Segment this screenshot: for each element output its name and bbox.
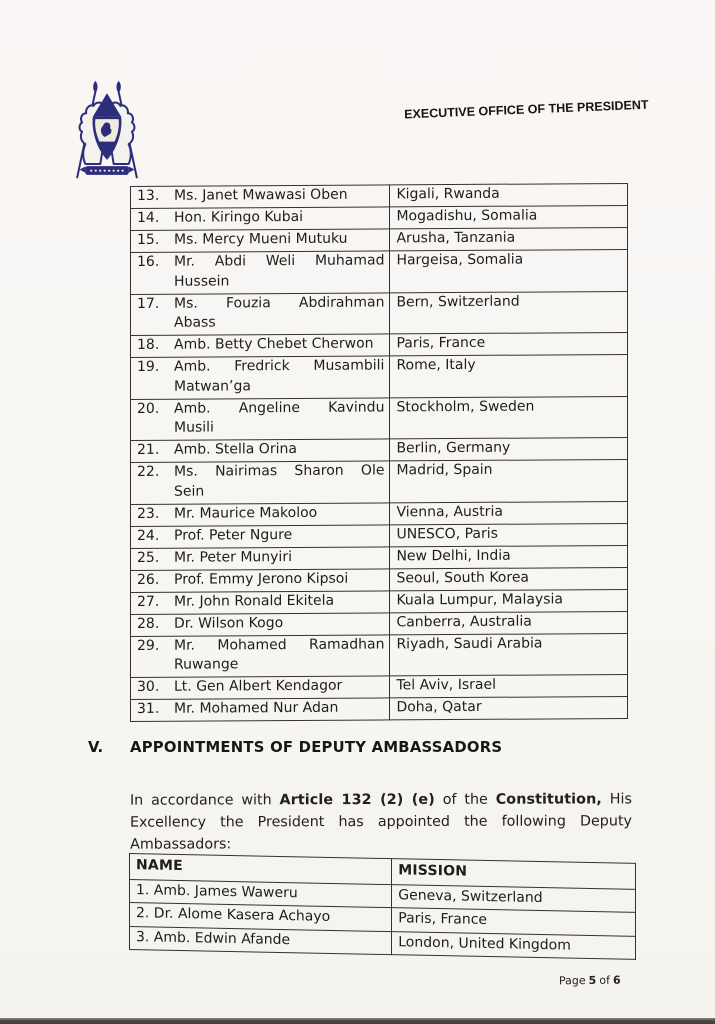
mission-cell: Rome, Italy bbox=[390, 354, 628, 397]
section-title: APPOINTMENTS OF DEPUTY AMBASSADORS bbox=[130, 739, 503, 756]
row-number: 17. bbox=[137, 295, 160, 312]
row-number: 28. bbox=[137, 615, 160, 632]
deputy-name: 3. Amb. Edwin Afande bbox=[130, 926, 392, 955]
row-number: 24. bbox=[137, 527, 160, 544]
table-row bbox=[131, 437, 628, 462]
row-number: 21. bbox=[137, 441, 160, 458]
mission-cell: Arusha, Tanzania bbox=[390, 227, 628, 250]
row-number: 23. bbox=[137, 505, 160, 522]
row-number: 29. bbox=[137, 637, 160, 654]
intro-bold-article: Article 132 (2) (e) bbox=[279, 792, 435, 809]
ambassador-name: Ms. Janet Mwawasi Oben bbox=[174, 186, 348, 204]
ambassador-name: Ms. Nairimas Sharon Ole Sein bbox=[174, 462, 385, 500]
ambassador-name: Lt. Gen Albert Kendagor bbox=[174, 677, 343, 695]
mission-cell: UNESCO, Paris bbox=[390, 523, 628, 546]
column-header-name: NAME bbox=[130, 854, 392, 885]
row-number: 22. bbox=[137, 463, 160, 480]
page-total: 6 bbox=[612, 973, 621, 987]
mission-cell: London, United Kingdom bbox=[392, 931, 636, 959]
page-number bbox=[559, 974, 624, 988]
mission-cell: Hargeisa, Somalia bbox=[390, 249, 628, 292]
row-number: 25. bbox=[137, 549, 160, 566]
ambassador-name: Ms. Mercy Mueni Mutuku bbox=[174, 230, 348, 248]
table-row bbox=[131, 396, 628, 441]
table-row bbox=[131, 459, 628, 504]
table-row bbox=[131, 611, 628, 636]
table-row bbox=[131, 674, 628, 699]
ambassador-name: Mr. Maurice Makoloo bbox=[174, 504, 318, 522]
mission-cell: New Delhi, India bbox=[390, 545, 628, 568]
table-row bbox=[131, 523, 628, 548]
row-number: 30. bbox=[137, 678, 160, 695]
ambassador-name: Amb. Betty Chebet Cherwon bbox=[174, 335, 374, 353]
mission-cell: Doha, Qatar bbox=[390, 696, 628, 719]
section-numeral: V. bbox=[88, 739, 104, 756]
mission-cell: Mogadishu, Somalia bbox=[390, 205, 628, 228]
ambassador-name: Amb. Angeline Kavindu Musili bbox=[174, 398, 385, 436]
mission-cell: Geneva, Switzerland bbox=[392, 884, 636, 912]
row-number: 19. bbox=[137, 358, 160, 375]
table-row bbox=[131, 696, 628, 721]
deputy-ambassadors-table bbox=[129, 853, 636, 960]
intro-text: His Excellency the President has appointed the following Deputy Ambassadors: bbox=[129, 791, 633, 853]
table-row bbox=[131, 183, 628, 208]
intro-text: of the bbox=[434, 791, 496, 809]
table-row bbox=[131, 354, 628, 399]
ambassadors-table bbox=[130, 183, 628, 722]
mission-cell: Tel Aviv, Israel bbox=[390, 674, 628, 697]
ambassador-name: Prof. Peter Ngure bbox=[174, 526, 293, 544]
ambassador-name: Mr. Mohamed Nur Adan bbox=[174, 699, 339, 717]
ambassador-name: Hon. Kiringo Kubai bbox=[174, 208, 304, 226]
intro-paragraph bbox=[130, 790, 632, 857]
column-header-mission: MISSION bbox=[392, 859, 636, 889]
deputy-name: 2. Dr. Alome Kasera Achayo bbox=[130, 903, 392, 932]
mission-cell: Paris, France bbox=[390, 332, 628, 355]
mission-cell: Madrid, Spain bbox=[390, 459, 628, 502]
mission-cell: Vienna, Austria bbox=[390, 501, 628, 524]
ambassador-name: Mr. John Ronald Ekitela bbox=[174, 592, 335, 610]
ambassador-name: Amb. Stella Orina bbox=[174, 440, 297, 458]
row-number: 27. bbox=[137, 593, 160, 610]
mission-cell: Berlin, Germany bbox=[390, 437, 628, 460]
table-row bbox=[131, 332, 628, 357]
mission-cell: Kigali, Rwanda bbox=[390, 183, 628, 206]
mission-cell: Kuala Lumpur, Malaysia bbox=[390, 589, 628, 612]
ambassador-name: Ms. Fouzia Abdirahman Abass bbox=[174, 293, 385, 331]
section-heading bbox=[88, 739, 502, 756]
table-row bbox=[131, 567, 628, 592]
table-row bbox=[131, 227, 628, 252]
ambassador-name: Dr. Wilson Kogo bbox=[174, 614, 284, 632]
of-word: of bbox=[599, 973, 610, 987]
ambassador-name: Mr. Mohamed Ramadhan Ruwange bbox=[174, 635, 385, 673]
row-number: 20. bbox=[137, 400, 160, 417]
ambassador-name: Amb. Fredrick Musambili Matwan’ga bbox=[174, 357, 385, 395]
row-number: 15. bbox=[137, 231, 160, 248]
mission-cell: Seoul, South Korea bbox=[390, 567, 628, 590]
table-row bbox=[131, 291, 628, 336]
ambassador-name: Prof. Emmy Jerono Kipsoi bbox=[174, 570, 349, 588]
kenya-coat-of-arms-icon bbox=[56, 80, 158, 184]
table-row bbox=[131, 633, 628, 678]
table-row bbox=[131, 205, 628, 230]
scan-edge-artifact bbox=[0, 1018, 715, 1024]
table-row bbox=[131, 545, 628, 570]
ambassador-name: Mr. Peter Munyiri bbox=[174, 548, 292, 566]
row-number: 16. bbox=[137, 253, 160, 270]
row-number: 13. bbox=[137, 187, 160, 204]
page-current: 5 bbox=[588, 973, 597, 988]
table-row bbox=[131, 501, 628, 526]
row-number: 18. bbox=[137, 336, 160, 353]
mission-cell: Bern, Switzerland bbox=[390, 291, 628, 334]
mission-cell: Riyadh, Saudi Arabia bbox=[390, 633, 628, 676]
row-number: 14. bbox=[137, 209, 160, 226]
mission-cell: Stockholm, Sweden bbox=[390, 396, 628, 439]
ambassador-name: Mr. Abdi Weli Muhamad Hussein bbox=[174, 252, 385, 290]
intro-text: In accordance with bbox=[129, 792, 280, 809]
table-row bbox=[131, 589, 628, 614]
mission-cell: Paris, France bbox=[392, 908, 636, 936]
deputy-name: 1. Amb. James Waweru bbox=[130, 879, 392, 908]
page-word: Page bbox=[558, 974, 586, 988]
letterhead-title: EXECUTIVE OFFICE OF THE PRESIDENT bbox=[403, 97, 649, 122]
intro-bold-constitution: Constitution, bbox=[495, 791, 602, 808]
mission-cell: Canberra, Australia bbox=[390, 611, 628, 634]
table-row bbox=[131, 249, 628, 294]
row-number: 26. bbox=[137, 571, 160, 588]
row-number: 31. bbox=[137, 700, 160, 717]
